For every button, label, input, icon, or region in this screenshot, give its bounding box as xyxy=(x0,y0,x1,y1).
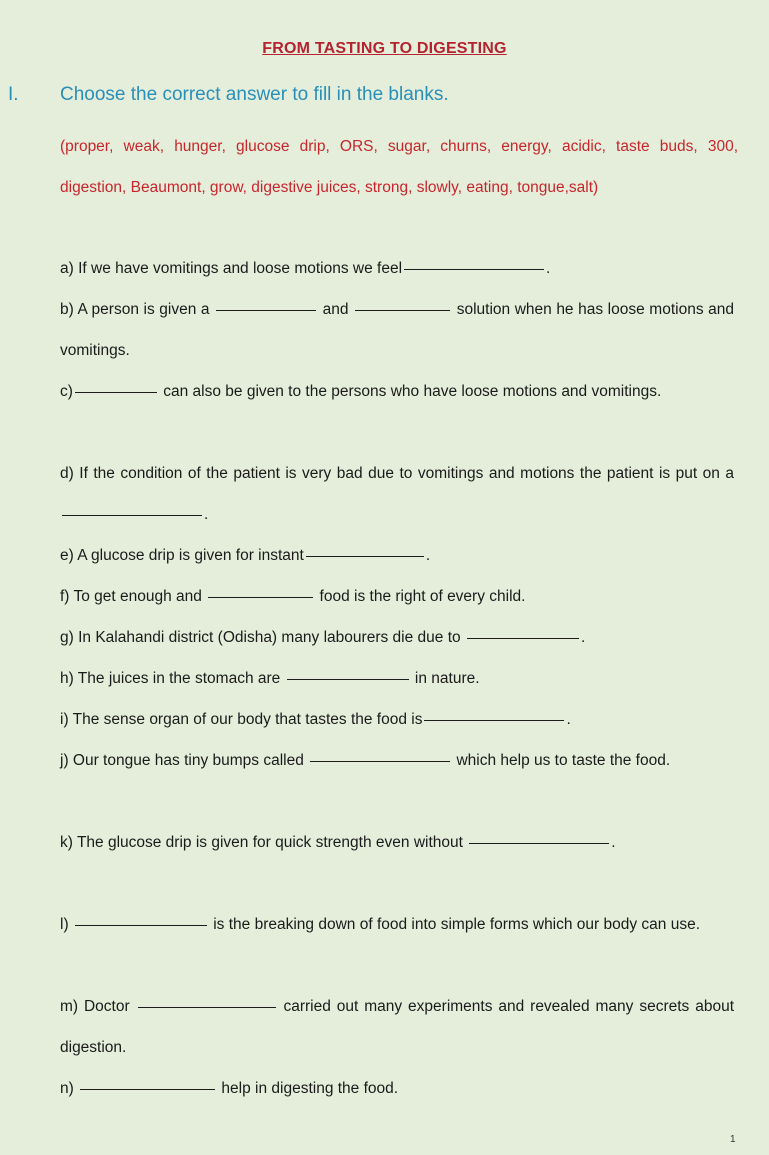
question-f xyxy=(60,576,734,617)
question-h xyxy=(60,658,734,699)
answer-blank-n[interactable] xyxy=(80,1088,215,1090)
question-e-end: . xyxy=(425,547,431,564)
answer-blank-h[interactable] xyxy=(287,678,409,680)
answer-blank-e[interactable] xyxy=(306,555,424,557)
question-g xyxy=(60,617,734,658)
question-e-text: e) A glucose drip is given for instant xyxy=(60,547,304,564)
question-c xyxy=(60,371,734,412)
question-d-end: . xyxy=(204,506,209,523)
question-c-label: c) xyxy=(60,383,73,400)
question-i-end: . xyxy=(566,711,571,728)
question-l-text: is the breaking down of food into simple forms which our body can use. xyxy=(213,916,701,933)
question-j xyxy=(60,740,734,781)
question-m-text: m) Doctor xyxy=(60,998,130,1015)
question-n xyxy=(60,1068,734,1109)
question-n-text: help in digesting the food. xyxy=(221,1080,399,1097)
answer-blank-b2[interactable] xyxy=(355,309,450,311)
answer-blank-l[interactable] xyxy=(75,924,207,926)
question-i-text: i) The sense organ of our body that tastes the food is xyxy=(60,711,423,728)
question-c-text: can also be given to the persons who have loose motions and vomitings. xyxy=(163,383,662,400)
question-a-end: . xyxy=(546,260,551,277)
question-j-text: j) Our tongue has tiny bumps called xyxy=(60,752,304,769)
page-number: 1 xyxy=(730,1134,736,1145)
answer-blank-i[interactable] xyxy=(424,719,564,721)
question-f-end: food is the right of every child. xyxy=(319,588,526,605)
answer-blank-a[interactable] xyxy=(404,268,544,270)
answer-blank-g[interactable] xyxy=(467,637,579,639)
question-n-label: n) xyxy=(60,1080,74,1097)
question-l xyxy=(60,904,734,945)
question-g-text: g) In Kalahandi district (Odisha) many labourers die due to xyxy=(60,629,461,646)
question-e xyxy=(60,535,734,576)
question-i xyxy=(60,699,734,740)
question-b xyxy=(60,289,734,371)
question-b-text: b) A person is given a xyxy=(60,301,210,318)
section-heading: Choose the correct answer to fill in the blanks. xyxy=(60,84,449,105)
word-bank: (proper, weak, hunger, glucose drip, ORS, sugar, churns, energy, acidic, taste buds, 300, digestion, Beaumont, grow, digestive juices, strong, slowly, eating, tongue,salt) xyxy=(60,138,738,196)
question-j-end: which help us to taste the food. xyxy=(456,752,671,769)
question-m xyxy=(60,986,734,1068)
page-title: FROM TASTING TO DIGESTING xyxy=(262,40,507,57)
question-l-label: l) xyxy=(60,916,69,933)
question-a xyxy=(60,248,734,289)
answer-blank-d[interactable] xyxy=(62,514,202,516)
question-b-mid: and xyxy=(322,301,349,318)
question-k-end: . xyxy=(611,834,616,851)
question-k-text: k) The glucose drip is given for quick strength even without xyxy=(60,834,463,851)
answer-blank-k[interactable] xyxy=(469,842,609,844)
question-a-text: a) If we have vomitings and loose motions we feel xyxy=(60,260,403,277)
section-number: I. xyxy=(8,84,19,105)
question-g-end: . xyxy=(580,629,586,646)
question-m-end: carried out many experiments and revealed many secrets about digestion. xyxy=(60,998,734,1056)
answer-blank-f[interactable] xyxy=(208,596,313,598)
answer-blank-j[interactable] xyxy=(310,760,450,762)
question-d xyxy=(60,453,734,535)
answer-blank-b1[interactable] xyxy=(216,309,316,311)
question-f-text: f) To get enough and xyxy=(60,588,202,605)
answer-blank-c[interactable] xyxy=(75,391,157,393)
question-k xyxy=(60,822,734,863)
question-h-text: h) The juices in the stomach are xyxy=(60,670,281,687)
answer-blank-m[interactable] xyxy=(138,1006,276,1008)
question-h-end: in nature. xyxy=(414,670,480,687)
question-d-text: d) If the condition of the patient is very bad due to vomitings and motions the patient is put on a xyxy=(60,465,734,482)
question-b-end: solution when he has loose motions and vomitings. xyxy=(60,301,735,359)
